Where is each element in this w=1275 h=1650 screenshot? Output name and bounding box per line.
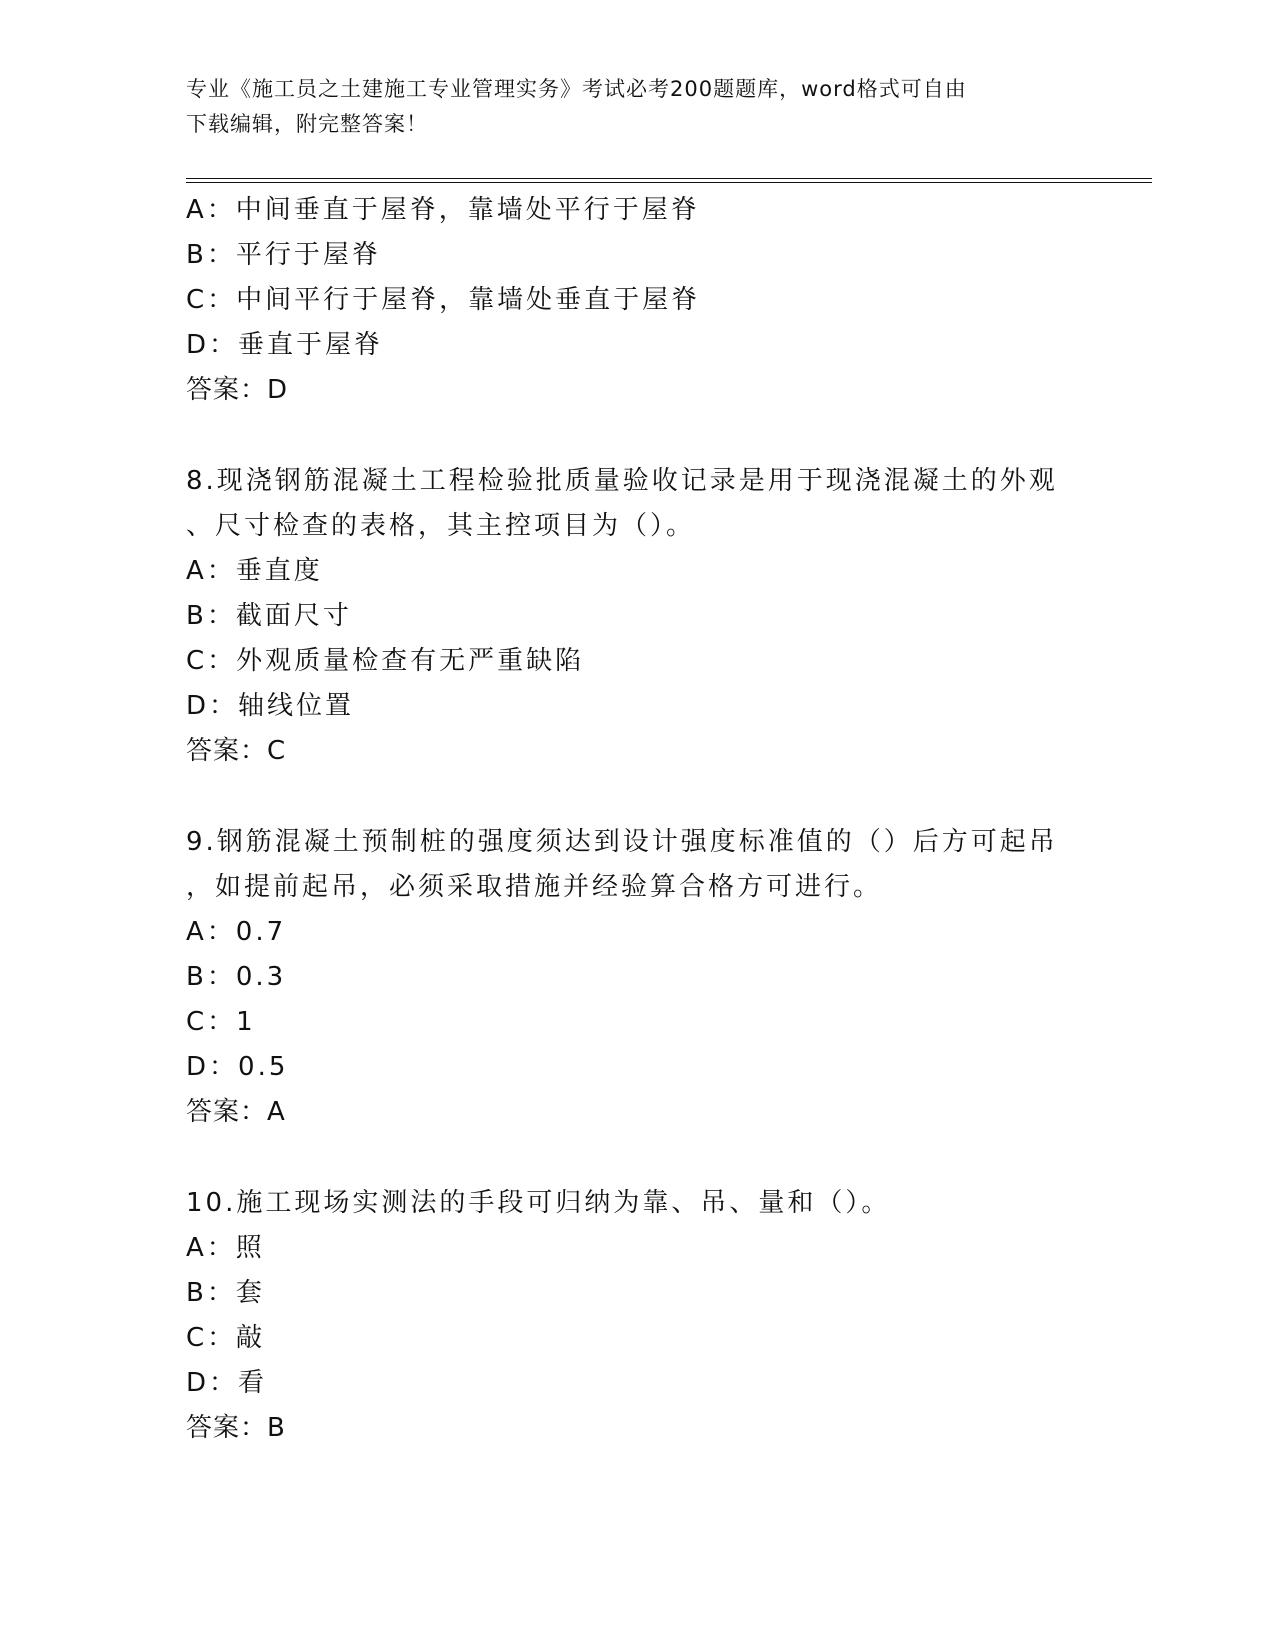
document-header <box>186 72 1066 142</box>
answer-line: 答案：C <box>186 736 287 766</box>
header-divider-bottom <box>186 182 1152 183</box>
option-d: D：0.5 <box>186 1052 289 1082</box>
question-stem-line-2: ，如提前起吊，必须采取措施并经验算合格方可进行。 <box>186 872 883 902</box>
option-a: A：照 <box>186 1233 265 1263</box>
option-c: C：中间平行于屋脊，靠墙处垂直于屋脊 <box>186 285 701 315</box>
header-divider-top <box>186 178 1152 179</box>
option-d: D：垂直于屋脊 <box>186 330 384 360</box>
answer-line: 答案：A <box>186 1097 286 1127</box>
option-b: B：平行于屋脊 <box>186 240 381 270</box>
question-8 <box>186 459 1086 774</box>
option-d: D：看 <box>186 1368 268 1398</box>
question-gap <box>186 413 1086 459</box>
option-b: B：截面尺寸 <box>186 601 352 631</box>
option-b: B：0.3 <box>186 962 287 992</box>
option-b: B：套 <box>186 1278 265 1308</box>
option-c: C：外观质量检查有无严重缺陷 <box>186 646 585 676</box>
question-stem-line-1: 9.钢筋混凝土预制桩的强度须达到设计强度标准值的（）后方可起吊 <box>186 827 1058 857</box>
question-stem-line-2: 、尺寸检查的表格，其主控项目为（）。 <box>186 511 696 541</box>
option-c: C：敲 <box>186 1323 266 1353</box>
question-stem-line-1: 10.施工现场实测法的手段可归纳为靠、吊、量和（）。 <box>186 1188 891 1218</box>
answer-line: 答案：B <box>186 1413 286 1443</box>
answer-line: 答案：D <box>186 375 289 405</box>
question-7 <box>186 188 1086 413</box>
question-stem-line-1: 8.现浇钢筋混凝土工程检验批质量验收记录是用于现浇混凝土的外观 <box>186 466 1058 496</box>
option-c: C：1 <box>186 1007 256 1037</box>
option-a: A：0.7 <box>186 917 287 947</box>
question-9 <box>186 820 1086 1135</box>
header-line-2: 下载编辑，附完整答案！ <box>186 112 428 136</box>
header-line-1: 专业《施工员之土建施工专业管理实务》考试必考200题题库，word格式可自由 <box>186 77 967 101</box>
question-gap <box>186 1135 1086 1181</box>
question-gap <box>186 774 1086 820</box>
option-a: A：垂直度 <box>186 556 323 586</box>
option-d: D：轴线位置 <box>186 691 355 721</box>
option-a: A：中间垂直于屋脊，靠墙处平行于屋脊 <box>186 195 700 225</box>
question-list <box>186 188 1086 1451</box>
question-10 <box>186 1181 1086 1451</box>
